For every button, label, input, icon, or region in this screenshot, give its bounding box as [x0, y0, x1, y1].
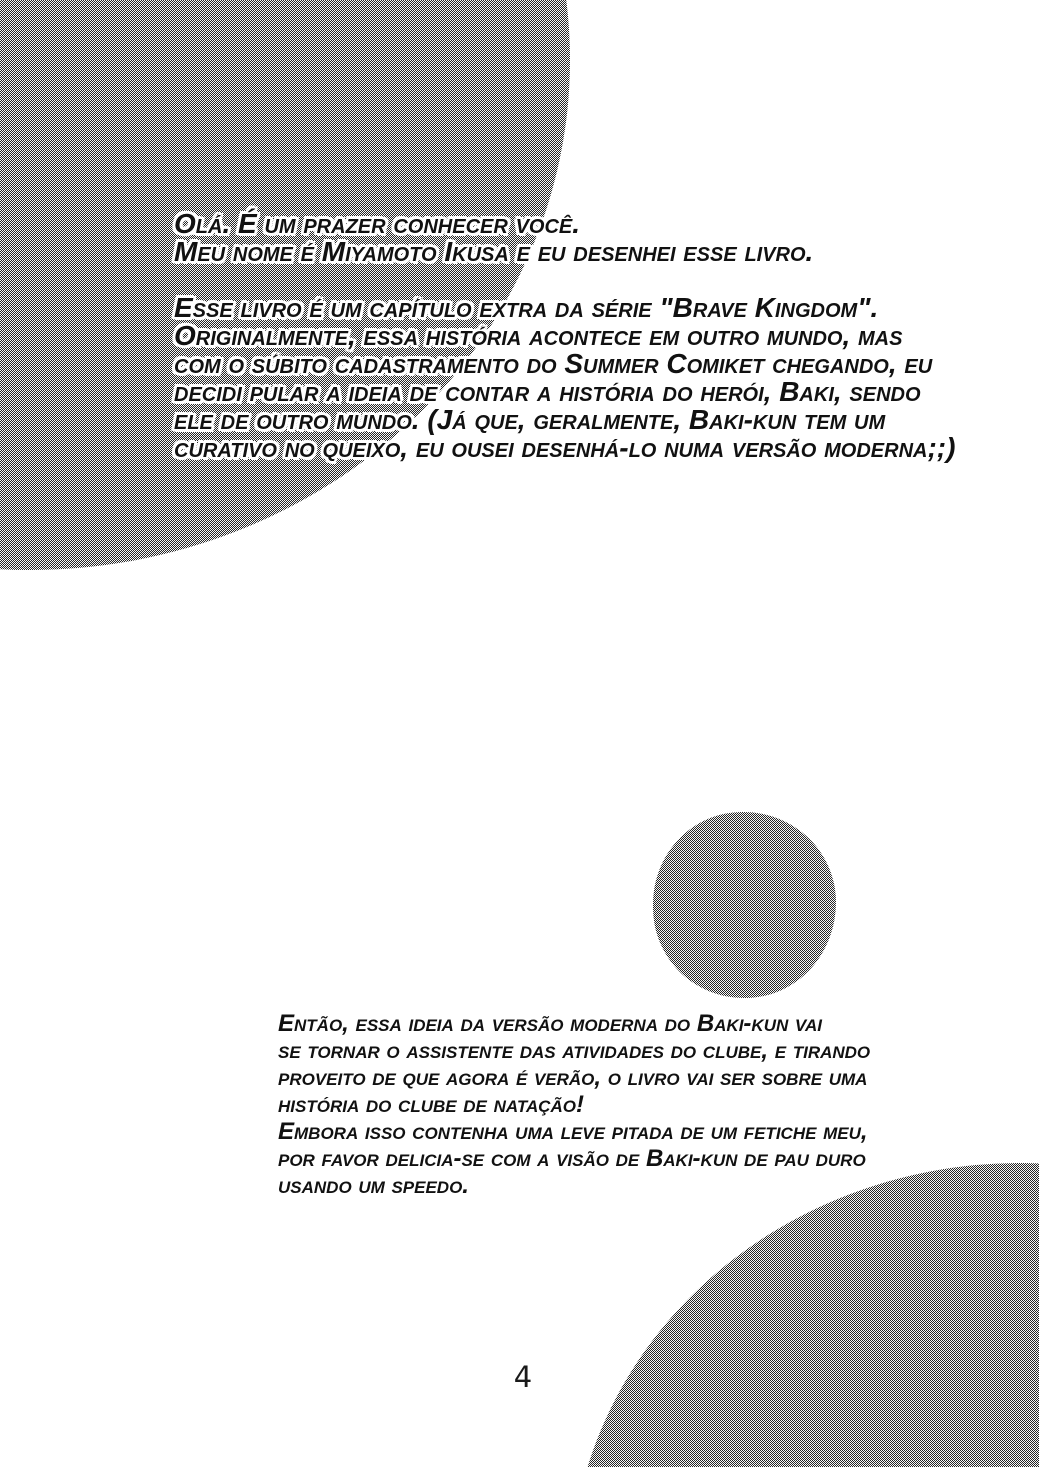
- text-line: com o súbito cadastramento do Summer Comiket chegando, eu: [174, 348, 933, 379]
- text-line: proveito de que agora é verão, o livro vai ser sobre uma: [278, 1064, 868, 1091]
- text-line: ele de outro mundo. (Já que, geralmente, Baki-kun tem um: [174, 404, 886, 435]
- text-line: curativo no queixo, eu ousei desenhá-lo numa versão moderna;;): [174, 432, 956, 463]
- intro-body-paragraph: [174, 294, 955, 462]
- text-line: Esse livro é um capítulo extra da série "Brave Kingdom".: [174, 292, 879, 323]
- text-line: usando um speedo.: [278, 1172, 469, 1199]
- outro-paragraph: [278, 1010, 870, 1199]
- halftone-blob-top-left: [0, 0, 570, 570]
- text-line: história do clube de natação!: [278, 1091, 585, 1118]
- text-line: decidi pular a ideia de contar a história do herói, Baki, sendo: [174, 376, 921, 407]
- text-line: Olá. É um prazer conhecer você.: [174, 208, 581, 239]
- text-line: se tornar o assistente das atividades do clube, e tirando: [278, 1037, 871, 1064]
- text-line: por favor delicia-se com a visão de Baki-kun de pau duro: [278, 1145, 866, 1172]
- halftone-circle-middle-right: [653, 812, 836, 998]
- text-line: Embora isso contenha uma leve pitada de um fetiche meu,: [278, 1118, 868, 1145]
- intro-greeting-paragraph: [174, 210, 813, 266]
- halftone-blob-bottom-right: [570, 1163, 1039, 1467]
- page-number: 4: [513, 1360, 533, 1394]
- text-line: Originalmente, essa história acontece em outro mundo, mas: [174, 320, 903, 351]
- text-line: Meu nome é Miyamoto Ikusa e eu desenhei esse livro.: [174, 236, 814, 267]
- text-line: Então, essa ideia da versão moderna do Baki-kun vai: [278, 1010, 822, 1037]
